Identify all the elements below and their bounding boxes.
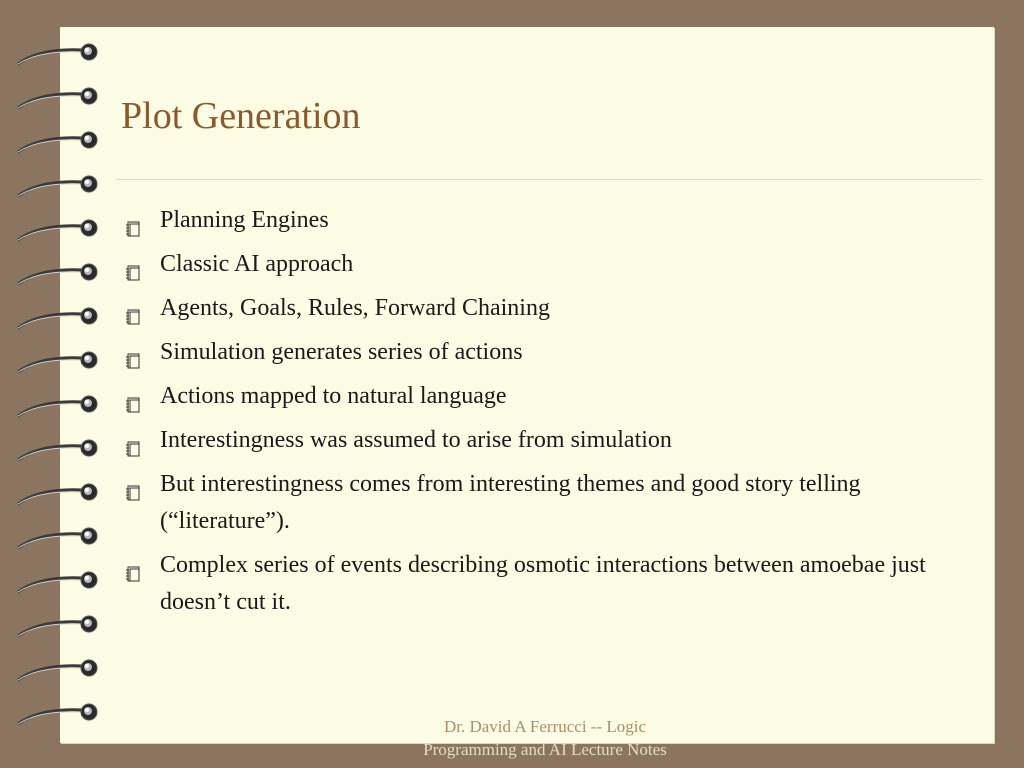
spiral-ring: [10, 84, 110, 114]
bullet-list: [121, 202, 941, 628]
notebook-icon: [123, 302, 143, 322]
notebook-icon: [123, 559, 143, 579]
spiral-ring: [10, 480, 110, 510]
spiral-ring: [10, 348, 110, 378]
spiral-ring: [10, 392, 110, 422]
bullet-item: [121, 202, 941, 239]
bullet-item: [121, 466, 941, 540]
spiral-ring: [10, 524, 110, 554]
spiral-ring: [10, 656, 110, 686]
notebook-icon: [123, 434, 143, 454]
spiral-ring: [10, 260, 110, 290]
spiral-ring: [10, 436, 110, 466]
notebook-icon: [123, 214, 143, 234]
spiral-ring: [10, 700, 110, 730]
slide-footer: [395, 715, 695, 761]
bullet-text: Actions mapped to natural language: [160, 383, 507, 409]
spiral-ring: [10, 40, 110, 70]
bullet-item: [121, 246, 941, 283]
bullet-text: Classic AI approach: [160, 251, 354, 277]
bullet-text: Interestingness was assumed to arise from simulation: [160, 427, 672, 453]
spiral-ring: [10, 568, 110, 598]
slide-title: Plot Generation: [121, 95, 361, 137]
bullet-text: Planning Engines: [160, 207, 329, 233]
bullet-item: [121, 290, 941, 327]
notebook-icon: [123, 346, 143, 366]
bullet-item: [121, 334, 941, 371]
bullet-text: But interestingness comes from interesting themes and good story telling (“literature”).: [160, 471, 861, 534]
bullet-text: Complex series of events describing osmotic interactions between amoebae just doesn’t cut it.: [160, 552, 926, 615]
notebook-icon: [123, 258, 143, 278]
bullet-item: [121, 378, 941, 415]
bullet-text: Agents, Goals, Rules, Forward Chaining: [160, 295, 550, 321]
spiral-ring: [10, 128, 110, 158]
spiral-ring: [10, 304, 110, 334]
spiral-ring: [10, 612, 110, 642]
spiral-ring: [10, 216, 110, 246]
footer-line-2: Programming and AI Lecture Notes: [423, 740, 667, 759]
bullet-text: Simulation generates series of actions: [160, 339, 523, 365]
notebook-icon: [123, 478, 143, 498]
bullet-item: [121, 547, 941, 621]
spiral-binding: [10, 40, 110, 730]
notebook-icon: [123, 390, 143, 410]
title-divider: [116, 179, 982, 180]
spiral-ring: [10, 172, 110, 202]
bullet-item: [121, 422, 941, 459]
footer-line-1: Dr. David A Ferrucci -- Logic: [443, 717, 647, 736]
